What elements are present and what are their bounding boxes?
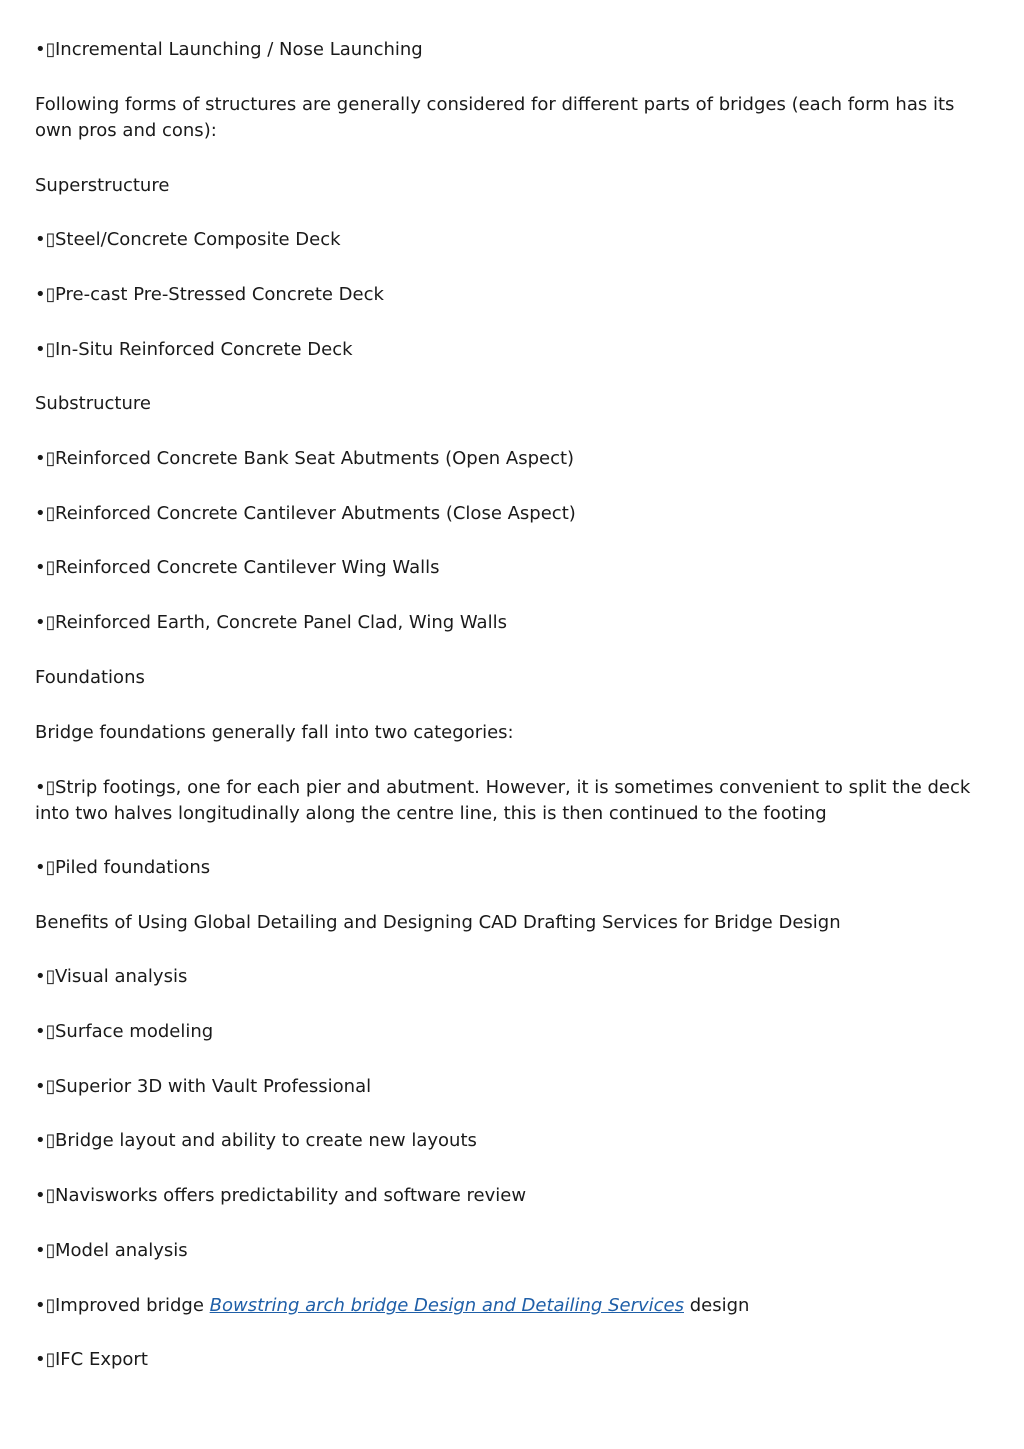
list-item [35,1238,985,1264]
list-item-text: Reinforced Concrete Cantilever Abutments (Close Aspect) [55,503,576,524]
list-item-text: Reinforced Earth, Concrete Panel Clad, Wing Walls [55,612,507,633]
section-heading-benefits: Benefits of Using Global Detailing and Designing CAD Drafting Services for Bridge Design [35,912,841,933]
bullet-marker: •▯ [35,966,56,987]
list-item [35,1183,985,1209]
bullet-marker: •▯ [35,612,56,633]
list-item [35,555,985,581]
list-item [35,1074,985,1100]
list-item-text: Piled foundations [55,857,211,878]
bullet-marker: •▯ [35,1130,56,1151]
list-item-text: Pre-cast Pre-Stressed Concrete Deck [55,284,384,305]
list-item [35,1293,985,1319]
list-item-text: Navisworks offers predictability and software review [55,1185,527,1206]
bullet-marker: •▯ [35,1021,56,1042]
bullet-marker: •▯ [35,503,56,524]
service-link[interactable]: Bowstring arch bridge Design and Detailing Services [209,1295,684,1316]
list-item-text: In-Situ Reinforced Concrete Deck [55,339,353,360]
list-item [35,964,985,990]
list-item-text: Visual analysis [55,966,188,987]
section-heading-foundations: Foundations [35,667,145,688]
list-item-text-prefix: Improved bridge [55,1295,210,1316]
list-item-text: Reinforced Concrete Cantilever Wing Walls [55,557,440,578]
bullet-marker: •▯ [35,1295,56,1316]
list-item [35,1128,985,1154]
list-item [35,1347,985,1373]
list-item-text: Superior 3D with Vault Professional [55,1076,372,1097]
list-item-text: IFC Export [55,1349,148,1370]
list-item-text: Strip footings, one for each pier and abutment. However, it is sometimes convenient to split the deck into two halves longitudinally along the centre line, this is then continued to the footing [35,777,971,824]
list-item [35,1019,985,1045]
list-item-text: Model analysis [55,1240,188,1261]
list-item [35,37,985,63]
bullet-marker: •▯ [35,777,56,798]
bullet-marker: •▯ [35,1349,56,1370]
list-item [35,282,985,308]
list-item [35,227,985,253]
section-heading-substructure: Substructure [35,393,151,414]
bullet-marker: •▯ [35,1076,56,1097]
bullet-marker: •▯ [35,1185,56,1206]
bullet-marker: •▯ [35,229,56,250]
bullet-marker: •▯ [35,448,56,469]
list-item [35,775,985,827]
list-item [35,337,985,363]
foundations-paragraph: Bridge foundations generally fall into two categories: [35,722,514,743]
bullet-marker: •▯ [35,39,56,60]
list-item [35,446,985,472]
section-heading-superstructure: Superstructure [35,175,170,196]
bullet-marker: •▯ [35,1240,56,1261]
list-item-text: Incremental Launching / Nose Launching [55,39,423,60]
bullet-marker: •▯ [35,284,56,305]
list-item-text: Bridge layout and ability to create new layouts [55,1130,477,1151]
list-item-text: Steel/Concrete Composite Deck [55,229,341,250]
bullet-marker: •▯ [35,857,56,878]
list-item-text: Surface modeling [55,1021,214,1042]
list-item [35,610,985,636]
list-item [35,855,985,881]
list-item [35,501,985,527]
intro-paragraph: Following forms of structures are generally considered for different parts of bridges (each form has its own pros and cons): [35,94,955,141]
list-item-text: Reinforced Concrete Bank Seat Abutments (Open Aspect) [55,448,575,469]
list-item-text-suffix: design [684,1295,750,1316]
bullet-marker: •▯ [35,557,56,578]
bullet-marker: •▯ [35,339,56,360]
